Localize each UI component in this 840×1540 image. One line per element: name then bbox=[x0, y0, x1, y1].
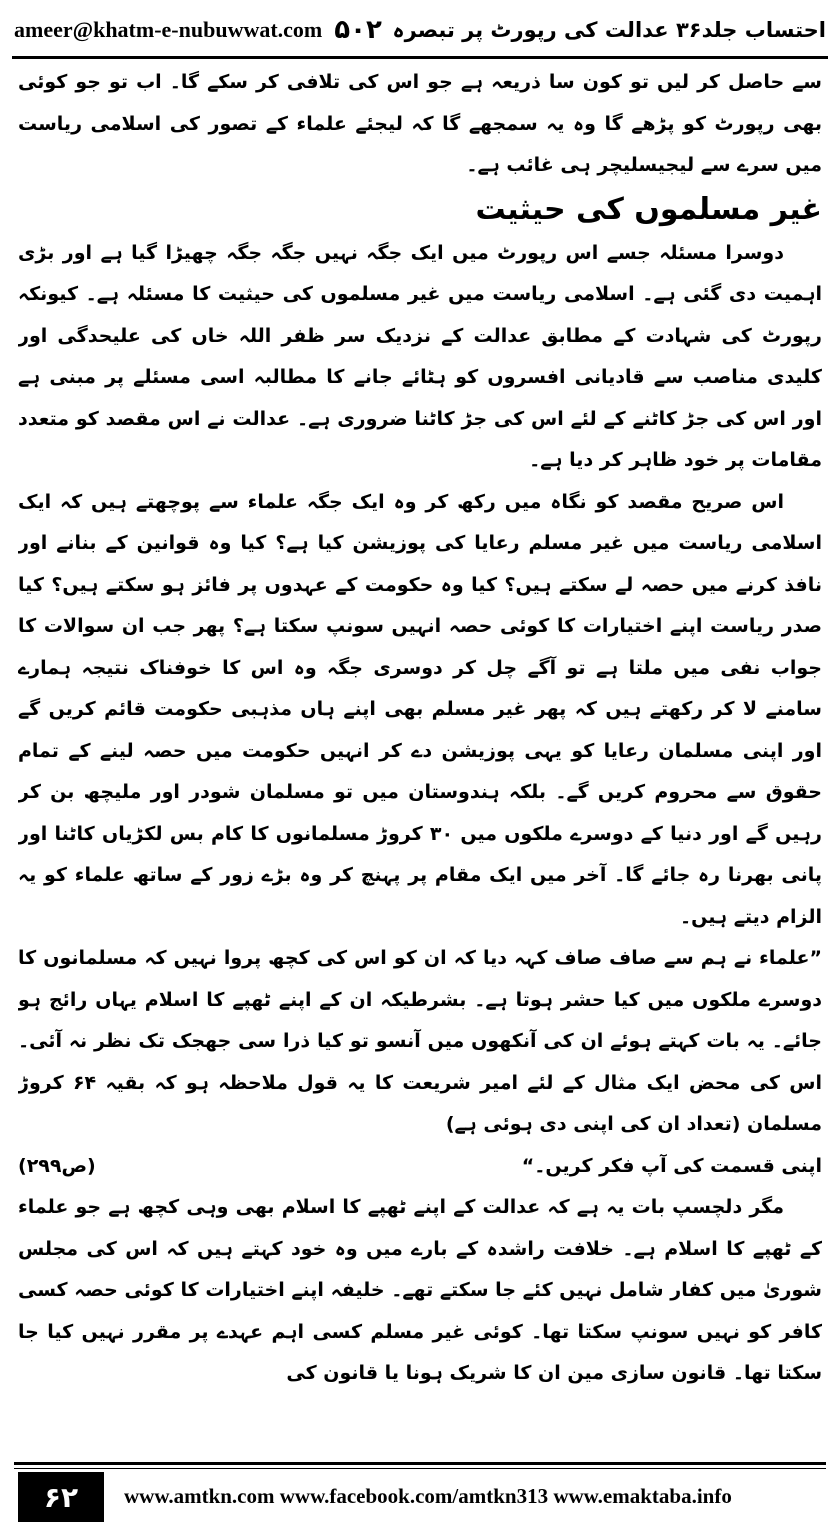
footer-rule-thick bbox=[14, 1462, 826, 1465]
paragraph-2: دوسرا مسئلہ جسے اس رپورٹ میں ایک جگہ نہیں جگہ جگہ چھیڑا گیا ہے اور بڑی اہمیت دی گئی ہے۔ اسلامی ریاست میں غیر مسلموں کی حیثیت کا مسئلہ ہے۔ کیونکہ رپورٹ کی شہادت کے مطابق عدالت کے نزدیک سر ظفر اللہ خاں کی علیحدگی اور کلیدی مناصب سے قادیانی افسروں کو ہٹائے جانے کا مطالبہ اسی مسئلے پر مبنی ہے اور اس کی جڑ کاٹنے کے لئے اس کی جڑ کاٹنا ضروری ہے۔ عدالت نے اس مقصد کو متعدد مقامات پر خود ظاہر کر دیا ہے۔ bbox=[18, 241, 822, 471]
page-footer bbox=[14, 1462, 826, 1532]
quotation-end: اپنی قسمت کی آپ فکر کریں۔“ bbox=[521, 1154, 822, 1177]
quotation-end-line bbox=[18, 1146, 822, 1188]
header-left bbox=[14, 15, 382, 45]
footer-folio-number: ۶۲ bbox=[18, 1472, 104, 1522]
paragraph-1: سے حاصل کر لیں تو کون سا ذریعہ ہے جو اس کی تلافی کر سکے گا۔ اب تو جو کوئی بھی رپورٹ کو پڑھے گا وہ یہ سمجھے گا کہ لیجئے علماء کے تصور کی اسلامی ریاست میں سرے سے لیجیسلیچر ہی غائب ہے۔ bbox=[18, 71, 822, 176]
header-email[interactable]: ameer@khatm-e-nubuwwat.com bbox=[14, 17, 323, 42]
section-heading: غیر مسلموں کی حیثیت bbox=[475, 191, 822, 227]
quotation-reference: (ص۲۹۹) bbox=[18, 1154, 96, 1177]
header-page-number: ۵۰۲ bbox=[334, 15, 382, 45]
header-rule bbox=[12, 56, 828, 59]
paragraph-3: اس صریح مقصد کو نگاہ میں رکھ کر وہ ایک جگہ علماء سے پوچھتے ہیں کہ ایک اسلامی ریاست میں غیر مسلم رعایا کی پوزیشن کیا ہے؟ کیا وہ قوانین کے بنانے اور نافذ کرنے میں حصہ لے سکتے ہیں؟ کیا وہ حکومت کے عہدوں پر فائز ہو سکتے ہیں؟ کیا صدر ریاست اپنے اختیارات کا کوئی حصہ انہیں سونپ سکتا ہے؟ پھر جب ان سوالات کا جواب نفی میں ملتا ہے تو آگے چل کر دوسری جگہ وہ اس کا خوفناک نتیجہ ہمارے سامنے لا کر رکھتے ہیں کہ پھر غیر مسلم بھی اپنے ہاں مذہبی حکومت قائم کریں گے اور اپنی مسلمان رعایا کو یہی پوزیشن دے کر انہیں حکومت میں حصہ لینے کے تمام حقوق سے محروم کریں گے۔ بلکہ ہندوستان میں تو مسلمان شودر اور ملیچھ بن کر رہیں گے اور دنیا کے دوسرے ملکوں میں ۳۰ کروڑ مسلمانوں کا کام بس لکڑیاں کاٹنا اور پانی بھرنا رہ جائے گا۔ آخر میں ایک مقام پر پہنچ کر وہ بڑے زور کے ساتھ علماء کو یہ الزام دیتے ہیں۔ bbox=[18, 490, 822, 928]
page-body bbox=[18, 62, 822, 1454]
page-header bbox=[14, 8, 826, 52]
header-running-title: احتساب جلد۳۶ عدالت کی رپورٹ پر تبصرہ bbox=[392, 18, 826, 42]
footer-rule-thin bbox=[14, 1468, 826, 1469]
footer-urls[interactable]: www.amtkn.com www.facebook.com/amtkn313 www.emaktaba.info bbox=[124, 1484, 732, 1508]
paragraph-4: مگر دلچسپ بات یہ ہے کہ عدالت کے اپنے ٹھپے کا اسلام بھی وہی کچھ ہے جو علماء کے ٹھپے کا اسلام ہے۔ خلافت راشدہ کے بارے میں وہ خود کہتے ہیں کہ اس کی مجلس شوریٰ میں کفار شامل نہیں کئے جا سکتے تھے۔ خلیفہ اپنے اختیارات کا کوئی حصہ کسی کافر کو نہیں سونپ سکتا تھا۔ کوئی غیر مسلم کسی اہم عہدے پر مقرر نہیں کیا جا سکتا تھا۔ قانون سازی مین ان کا شریک ہونا یا قانون کی bbox=[18, 1196, 822, 1384]
quotation: ”علماء نے ہم سے صاف صاف کہہ دیا کہ ان کو اس کی کچھ پروا نہیں کہ مسلمانوں کا دوسرے ملکوں میں کیا حشر ہوتا ہے۔ بشرطیکہ ان کے اپنے ٹھپے کا اسلام یہاں رائج ہو جائے۔ یہ بات کہتے ہوئے ان کی آنکھوں میں آنسو تو کیا ذرا سی جھجک تک نظر نہ آئی۔ اس کی محض ایک مثال کے لئے امیر شریعت کا یہ قول ملاحظہ ہو کہ بقیہ ۶۴ کروڑ مسلمان (تعداد ان کی اپنی دی ہوئی ہے) bbox=[18, 947, 822, 1135]
